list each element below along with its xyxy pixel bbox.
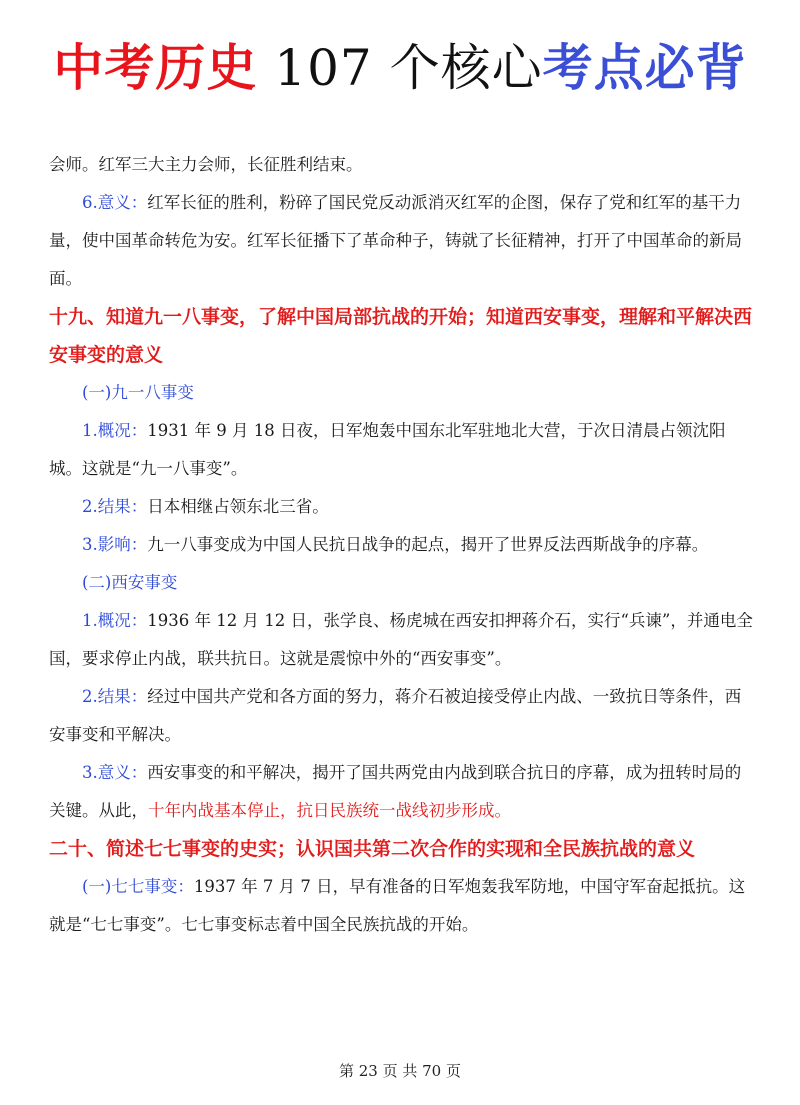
item-text: 九一八事变成为中国人民抗日战争的起点，揭开了世界反法西斯战争的序幕。 xyxy=(147,535,709,554)
item-label: (一)七七事变： xyxy=(82,877,194,896)
item-label: 2.结果： xyxy=(82,497,148,516)
subsection-heading-918: (一)九一八事变 xyxy=(82,383,194,402)
title-red-part: 中考历史 xyxy=(53,39,258,97)
item-label: 1.概况： xyxy=(82,421,148,440)
title-blue-part: 考点必背 xyxy=(542,39,747,97)
section-heading-20: 二十、简述七七事变的史实；认识国共第二次合作的实现和全民族抗战的意义 xyxy=(49,838,696,860)
page-number-footer: 第 23 页 共 70 页 xyxy=(338,1062,461,1080)
item-918-overview xyxy=(49,412,755,488)
item-xian-result xyxy=(49,678,755,754)
subsection-heading-xian: (二)西安事变 xyxy=(82,573,178,592)
item-918-impact xyxy=(49,526,755,564)
item-918-result xyxy=(49,488,755,526)
item-label: 1.概况： xyxy=(82,611,148,630)
item-xian-significance xyxy=(49,754,755,830)
paragraph-continued: 会师。红军三大主力会师，长征胜利结束。 xyxy=(49,155,363,174)
document-body xyxy=(49,146,755,944)
item-text: 1937 年 7 月 7 日，早有准备的日军炮轰我军防地，中国守军奋起抵抗。这就是“七七事变”。七七事变标志着中国全民族抗战的开始。 xyxy=(49,877,746,934)
item-text: 1936 年 12 月 12 日，张学良、杨虎城在西安扣押蒋介石，实行“兵谏”，并通电全国，要求停止内战，联共抗日。这就是震惊中外的“西安事变”。 xyxy=(49,611,753,668)
title-black-part: 107 个核心 xyxy=(257,39,543,97)
item-label: 3.意义： xyxy=(82,763,148,782)
section-heading-19: 十九、知道九一八事变，了解中国局部抗战的开始；知道西安事变，理解和平解决西安事变的意义 xyxy=(49,306,753,366)
item-text: 经过中国共产党和各方面的努力，蒋介石被迫接受停止内战、一致抗日等条件，西安事变和平解决。 xyxy=(49,687,742,744)
item-label: 3.影响： xyxy=(82,535,148,554)
page-title xyxy=(0,38,800,98)
paragraph-significance xyxy=(49,184,755,298)
item-77-incident xyxy=(49,868,755,944)
item-highlight-text: 十年内战基本停止，抗日民族统一战线初步形成。 xyxy=(148,801,511,820)
item-label: 6.意义： xyxy=(82,193,148,212)
item-xian-overview xyxy=(49,602,755,678)
item-text: 西安事变的和平解决，揭开了国共两党由内战到联合抗日的序幕，成为扭转时局的关键。从此， xyxy=(49,763,742,820)
item-text: 红军长征的胜利，粉碎了国民党反动派消灭红军的企图，保存了党和红军的基干力量，使中国革命转危为安。红军长征播下了革命种子，铸就了长征精神，打开了中国革命的新局面。 xyxy=(49,193,742,288)
item-text: 日本相继占领东北三省。 xyxy=(147,497,329,516)
item-label: 2.结果： xyxy=(82,687,148,706)
item-text: 1931 年 9 月 18 日夜，日军炮轰中国东北军驻地北大营，于次日清晨占领沈阳城。这就是“九一八事变”。 xyxy=(49,421,726,478)
